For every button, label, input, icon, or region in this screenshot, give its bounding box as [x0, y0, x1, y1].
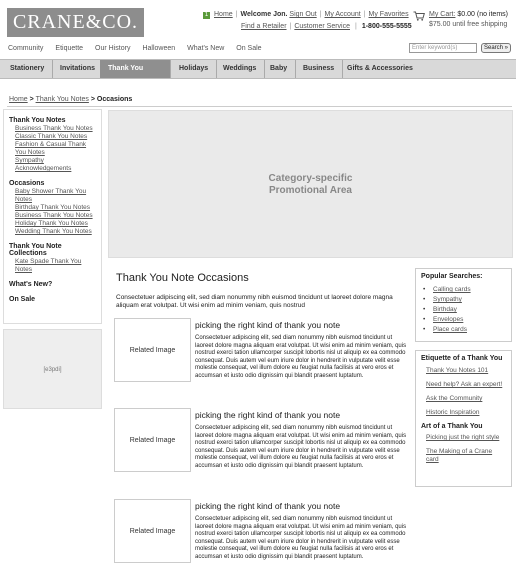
intro-text: Consectetuer adipiscing elit, sed diam nonummy nibh euismod tincidunt ut laoreet dolore magna aliquam erat volutpat. Ut wisi enim ad minim veniam, quis nostrud	[116, 294, 393, 309]
leftnav-link[interactable]: Kate Spade Thank You Notes	[15, 258, 82, 273]
nav-business[interactable]: Business	[295, 60, 343, 78]
nav-baby[interactable]: Baby	[262, 60, 296, 78]
related-image[interactable]: Related Image	[114, 318, 191, 382]
breadcrumb-current: Occasions	[96, 96, 133, 103]
etiquette-link[interactable]: Ask the Community	[426, 395, 483, 402]
breadcrumb-separator: >	[29, 96, 34, 103]
etiquette-link[interactable]: Thank You Notes 101	[426, 367, 489, 374]
leftnav-link[interactable]: Wedding Thank You Notes	[15, 228, 92, 235]
subnav-community[interactable]: Community	[8, 45, 44, 52]
leftnav-heading-occasions[interactable]: Occasions	[9, 180, 45, 187]
leftnav-whats-new[interactable]: What's New?	[9, 281, 53, 288]
utility-links-2: Find a Retailer | Customer Service | 1-800-555-5555	[241, 23, 412, 30]
cart-count-badge: 1	[204, 12, 209, 18]
nav-thank-you-notes[interactable]: Thank You Notes	[100, 60, 171, 78]
leftnav-heading-thank-you-notes[interactable]: Thank You Notes	[9, 117, 66, 124]
search-input[interactable]: Enter keyword(s)	[409, 43, 477, 53]
leftnav-link[interactable]: Birthday Thank You Notes	[15, 204, 91, 211]
article-title[interactable]: picking the right kind of thank you note	[195, 320, 341, 330]
my-favorites-link[interactable]: My Favorites	[368, 11, 409, 18]
popular-searches-title: Popular Searches:	[421, 273, 483, 280]
promo-line-1: Category-specific	[268, 173, 353, 184]
customer-service-link[interactable]: Customer Service	[294, 23, 350, 30]
breadcrumb	[9, 96, 132, 103]
nav-holidays[interactable]: Holidays	[171, 60, 217, 78]
leftnav-link[interactable]: Classic Thank You Notes	[15, 133, 88, 140]
leftnav-link[interactable]: Fashion & Casual Thank You Notes	[15, 141, 87, 156]
subnav-whats-new[interactable]: What's New	[187, 45, 225, 52]
popular-search-link[interactable]: Birthday	[433, 306, 457, 313]
welcome-text: Welcome Jon.	[240, 11, 288, 18]
popular-searches-list	[421, 285, 506, 335]
leftnav-link[interactable]: Holiday Thank You Notes	[15, 220, 88, 227]
search-button[interactable]: Search »	[481, 43, 511, 53]
page-title: Thank You Note Occasions	[116, 272, 249, 284]
shipping-note: $75.00 until free shipping	[429, 21, 508, 28]
article-title[interactable]: picking the right kind of thank you note	[195, 410, 341, 420]
popular-search-link[interactable]: Place cards	[433, 326, 467, 333]
my-account-link[interactable]: My Account	[324, 11, 361, 18]
subnav-halloween[interactable]: Halloween	[142, 45, 176, 52]
main-nav	[0, 59, 516, 90]
popular-searches-box	[415, 268, 512, 342]
subnav-etiquette[interactable]: Etiquette	[55, 45, 84, 52]
promo-text	[109, 173, 512, 197]
ad-placeholder: [e3pdi]	[3, 329, 102, 409]
etiquette-link[interactable]: Historic Inspiration	[426, 409, 480, 416]
crane-logo[interactable]: CRANE&CO.	[7, 8, 144, 37]
article-body: Consectetuer adipiscing elit, sed diam nonummy nibh euismod tincidunt ut laoreet dolore magna aliquam erat volutpat. Ut wisi enim ad minim veniam, quis nostrud exerci tation ullamcorper suscipit lobortis nisl ut aliquip ex ea commodo consequat. Duis autem vel eum iriure dolor in hendrerit in vulputate velit esse molestie consequat, vel illum dolore eu feugiat nulla facilisis at vero eros et accumsan et iusto odio dignissim qui blandit praesent luptatum.	[195, 335, 407, 379]
promotional-area[interactable]	[108, 110, 513, 258]
breadcrumb-thank-you-notes[interactable]: Thank You Notes	[35, 96, 89, 103]
breadcrumb-home[interactable]: Home	[9, 96, 28, 103]
sign-out-link[interactable]: Sign Out	[289, 11, 317, 18]
leftnav-link[interactable]: Baby Shower Thank You Notes	[15, 188, 87, 203]
subnav-our-history[interactable]: Our History	[95, 45, 131, 52]
popular-search-link[interactable]: Sympathy	[433, 296, 462, 303]
nav-weddings[interactable]: Weddings	[215, 60, 265, 78]
article-body: Consectetuer adipiscing elit, sed diam nonummy nibh euismod tincidunt ut laoreet dolore magna aliquam erat volutpat. Ut wisi enim ad minim veniam, quis nostrud exerci tation ullamcorper suscipit lobortis nisl ut aliquip ex ea commodo consequat. Duis autem vel eum iriure dolor in hendrerit in vulputate velit esse molestie consequat, vel illum dolore eu feugiat nulla facilisis at vero eros et accumsan et iusto odio dignissim qui blandit praesent luptatum.	[195, 516, 407, 560]
article-body: Consectetuer adipiscing elit, sed diam nonummy nibh euismod tincidunt ut laoreet dolore magna aliquam erat volutpat. Ut wisi enim ad minim veniam, quis nostrud exerci tation ullamcorper suscipit lobortis nisl ut aliquip ex ea commodo consequat. Duis autem vel eum iriure dolor in hendrerit in vulputate velit esse molestie consequat, vel illum dolore eu feugiat nulla facilisis at vero eros et accumsan et iusto odio dignissim qui blandit praesent luptatum.	[195, 425, 407, 469]
promo-line-2: Promotional Area	[269, 185, 352, 196]
nav-gifts-accessories[interactable]: Gifts & Accessories	[347, 65, 413, 72]
left-category-nav	[3, 109, 102, 324]
nav-stationery[interactable]: Stationery	[2, 60, 53, 78]
leftnav-link[interactable]: Business Thank You Notes	[15, 212, 93, 219]
leftnav-link[interactable]: Business Thank You Notes	[15, 125, 93, 132]
etiquette-title: Etiquette of a Thank You	[421, 355, 503, 362]
cart-total: $0.00 (no items)	[457, 11, 508, 18]
my-cart-link[interactable]: My Cart:	[429, 11, 456, 18]
nav-invitations[interactable]: Invitations	[52, 60, 104, 78]
secondary-nav	[8, 45, 274, 52]
related-image[interactable]: Related Image	[114, 499, 191, 563]
breadcrumb-divider	[7, 106, 512, 107]
home-link[interactable]: Home	[214, 11, 233, 18]
popular-search-link[interactable]: Envelopes	[433, 316, 464, 323]
subnav-on-sale[interactable]: On Sale	[236, 45, 262, 52]
art-link[interactable]: Picking just the right style	[426, 434, 500, 441]
leftnav-on-sale[interactable]: On Sale	[9, 296, 36, 303]
art-link[interactable]: The Making of a Crane card	[426, 448, 493, 463]
leftnav-heading-collections[interactable]: Thank You Note Collections	[9, 243, 62, 257]
popular-search-link[interactable]: Calling cards	[433, 286, 471, 293]
phone-number: 1-800-555-5555	[361, 23, 412, 30]
cart-icon	[413, 11, 425, 21]
leftnav-link[interactable]: Sympathy Acknowledgements	[15, 157, 72, 172]
art-title: Art of a Thank You	[421, 423, 483, 430]
find-retailer-link[interactable]: Find a Retailer	[241, 23, 287, 30]
related-image[interactable]: Related Image	[114, 408, 191, 472]
etiquette-box	[415, 350, 512, 487]
utility-links: 1 Home | Welcome Jon. Sign Out | My Account | My Favorites	[204, 11, 409, 18]
breadcrumb-separator: >	[90, 96, 95, 103]
article-title[interactable]: picking the right kind of thank you note	[195, 501, 341, 511]
etiquette-link[interactable]: Need help? Ask an expert!	[426, 381, 503, 388]
